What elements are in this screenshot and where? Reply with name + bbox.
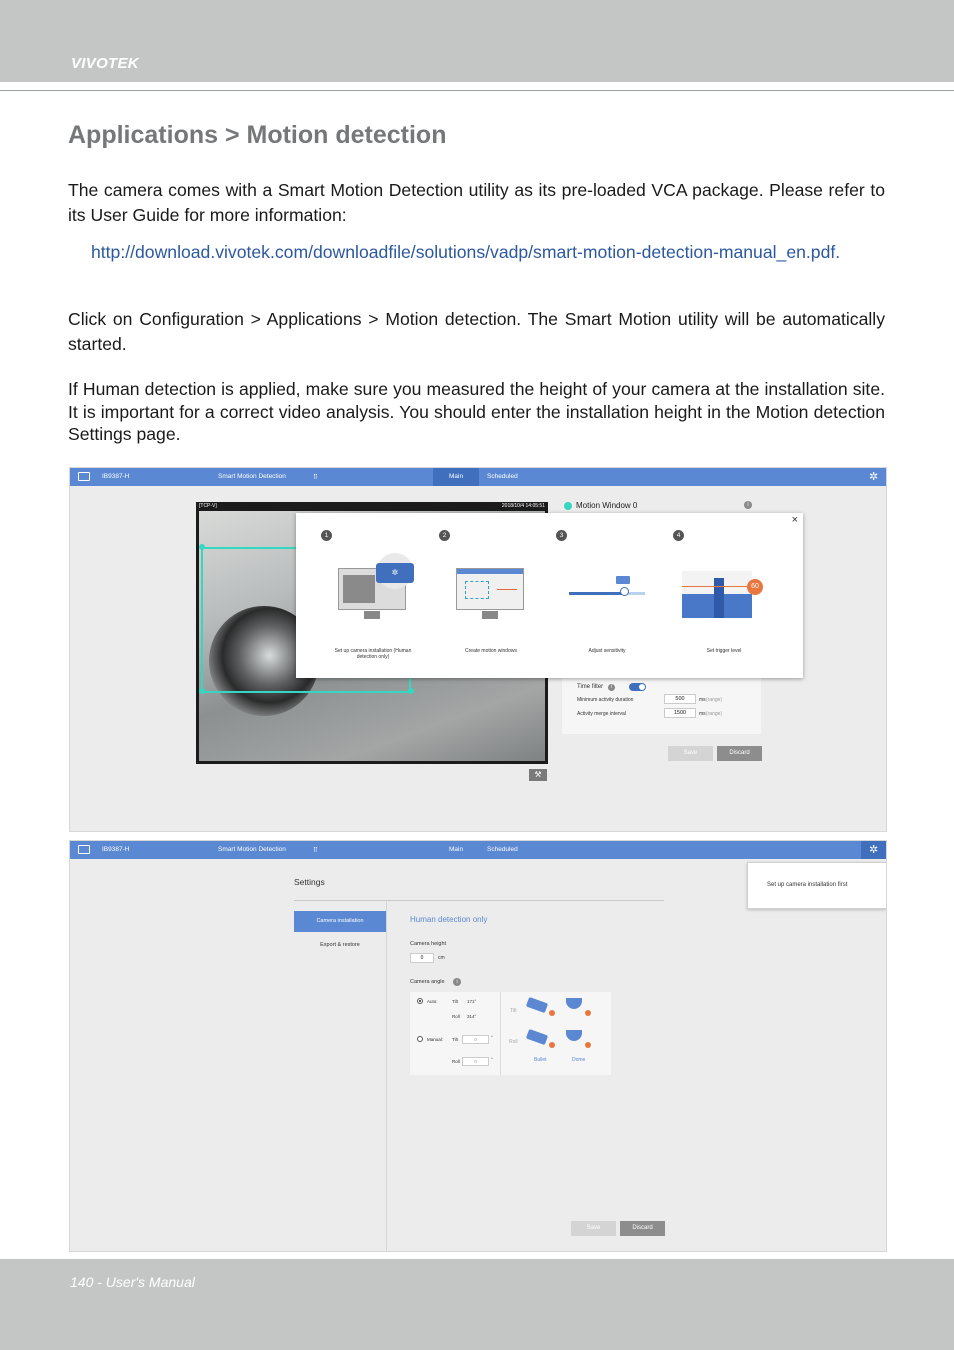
time-filter-toggle[interactable] xyxy=(629,683,646,691)
monitor-stand xyxy=(482,611,498,619)
settings-divider xyxy=(294,900,664,901)
screenshot-camera-installation-settings xyxy=(69,840,887,1252)
angle-panel-divider xyxy=(500,992,501,1075)
section-title: Applications > Motion detection xyxy=(68,121,447,149)
time-filter-panel xyxy=(562,678,761,734)
step-label: Set up camera installation (Human detection only) xyxy=(334,648,412,660)
dome-camera-roll-icon xyxy=(566,1030,582,1041)
toggle-knob xyxy=(639,684,645,690)
save-button[interactable]: Save xyxy=(668,746,713,761)
min-duration-input[interactable]: 500 xyxy=(664,694,696,704)
gear-icon: ✲ xyxy=(376,563,414,583)
nav-camera-installation[interactable]: Camera installation xyxy=(294,911,386,932)
camera-model: IB9387-H xyxy=(102,473,130,480)
drawn-window xyxy=(465,581,489,599)
manual-roll-input[interactable]: 0 xyxy=(462,1057,489,1066)
auto-label: Auto: xyxy=(427,999,438,1004)
activity-peak xyxy=(714,578,724,618)
header-divider xyxy=(0,90,954,91)
bullet-camera-roll-icon xyxy=(526,1029,548,1045)
settings-title: Settings xyxy=(294,877,325,887)
gear-icon[interactable]: ✲ xyxy=(869,844,879,856)
trigger-line xyxy=(682,586,752,587)
region-handle[interactable] xyxy=(408,688,414,694)
step-badge: 2 xyxy=(439,530,450,541)
range-hint: (range) xyxy=(706,697,723,703)
camera-logo-icon xyxy=(78,472,90,481)
info-icon[interactable]: i xyxy=(453,978,461,986)
step-label: Adjust sensitivity xyxy=(588,648,626,654)
status-dot xyxy=(564,502,572,510)
page-header-band xyxy=(0,0,954,82)
step-badge: 3 xyxy=(556,530,567,541)
instruction-paragraph: Click on Configuration > Applications > Motion detection. The Smart Motion utility will be automatically started. xyxy=(68,309,885,354)
auto-roll-value: 314° xyxy=(467,1014,477,1019)
apps-grid-icon[interactable]: ⠿ xyxy=(313,474,318,481)
sensitivity-slider-track xyxy=(569,592,645,595)
monitor-stand xyxy=(364,611,380,619)
tilt-label: Tilt xyxy=(452,1037,458,1042)
tab-main[interactable]: Main xyxy=(449,846,464,853)
height-unit: cm xyxy=(438,955,445,961)
slider-value-bubble xyxy=(616,576,630,584)
mode-title: Human detection only xyxy=(410,915,488,924)
time-filter-label: Time filter xyxy=(577,684,604,690)
camera-angle-label: Camera angle xyxy=(410,979,445,985)
dome-label: Dome xyxy=(572,1057,586,1063)
human-detection-paragraph: If Human detection is applied, make sure you measured the height of your camera at the installation site. It is important for a correct video analysis. You should enter the installation height in the Motion detection Settings page. xyxy=(68,379,885,444)
tilt-arrow-icon xyxy=(549,1010,555,1016)
screenshot-motion-setup-wizard xyxy=(69,467,887,832)
ms-unit: ms xyxy=(699,697,706,703)
merge-interval-input[interactable]: 1500 xyxy=(664,708,696,718)
user-guide-link[interactable]: http://download.vivotek.com/downloadfile/solutions/vadp/smart-motion-detection-manual_en.pdf. xyxy=(91,242,841,262)
roll-arrow-icon xyxy=(585,1042,591,1048)
dome-camera-tilt-icon xyxy=(566,998,582,1009)
discard-button[interactable]: Discard xyxy=(717,746,762,761)
manual-tilt-input[interactable]: 0 xyxy=(462,1035,489,1044)
roll-label: Roll xyxy=(452,1014,460,1019)
camera-angle-panel xyxy=(410,992,611,1075)
nav-export-restore[interactable]: Export & restore xyxy=(320,942,360,948)
merge-interval-label: Activity merge interval xyxy=(577,711,626,717)
step-badge: 4 xyxy=(673,530,684,541)
roll-label: Roll xyxy=(452,1059,460,1064)
setup-wizard-dialog xyxy=(296,513,803,678)
camera-height-input[interactable]: 0 xyxy=(410,953,434,963)
tab-scheduled[interactable]: Scheduled xyxy=(487,473,518,480)
sensitivity-slider-fill xyxy=(569,592,624,595)
range-hint: (range) xyxy=(706,711,723,717)
app-name: Smart Motion Detection xyxy=(218,473,286,480)
settings-column-divider xyxy=(386,901,387,1252)
camera-logo-icon xyxy=(78,845,90,854)
camera-height-label: Camera height xyxy=(410,941,447,947)
bullet-camera-tilt-icon xyxy=(526,997,548,1013)
degree-symbol: ° xyxy=(491,1057,493,1062)
save-button[interactable]: Save xyxy=(571,1221,616,1236)
drawn-line xyxy=(497,589,517,590)
trigger-chart-illustration xyxy=(682,571,752,618)
monitor-illustration xyxy=(456,568,524,610)
gear-icon[interactable]: ✲ xyxy=(869,471,879,483)
intro-paragraph: The camera comes with a Smart Motion Detection utility as its pre-loaded VCA package. Please refer to its User Guide for more information: xyxy=(68,180,885,225)
video-timestamp: 2018/10/4 14:05:51 xyxy=(501,503,545,509)
step-label: Create motion windows xyxy=(465,648,517,654)
camera-model: IB9387-H xyxy=(102,846,130,853)
slider-knob xyxy=(620,587,629,596)
region-handle[interactable] xyxy=(199,544,205,550)
info-icon[interactable]: i xyxy=(608,684,615,691)
app-top-bar xyxy=(70,841,886,859)
close-icon[interactable]: × xyxy=(791,514,798,526)
step-badge: 1 xyxy=(321,530,332,541)
degree-symbol: ° xyxy=(491,1035,493,1040)
bullet-label: Bullet xyxy=(534,1057,547,1063)
apps-grid-icon[interactable]: ⠿ xyxy=(313,847,318,854)
region-handle[interactable] xyxy=(199,688,205,694)
min-duration-label: Minimum activity duration xyxy=(577,697,634,703)
page-footer-band xyxy=(0,1259,954,1350)
video-protocol: [TCP-V] xyxy=(199,503,217,509)
manual-radio[interactable] xyxy=(417,1036,423,1042)
app-name: Smart Motion Detection xyxy=(218,846,286,853)
trigger-level-badge: 60 xyxy=(747,579,763,595)
tilt-diagram-label: Tilt xyxy=(510,1008,517,1014)
motion-window-title: Motion Window 0 xyxy=(576,501,638,510)
tooltip-popup xyxy=(747,862,887,909)
wrench-icon[interactable]: ⚒ xyxy=(529,769,547,781)
info-icon[interactable]: i xyxy=(744,501,752,509)
monitor-titlebar xyxy=(457,569,523,574)
tab-scheduled[interactable]: Scheduled xyxy=(487,846,518,853)
tab-main-label: Main xyxy=(449,473,464,480)
radio-dot xyxy=(419,1000,421,1002)
brand-logo-text: VIVOTEK xyxy=(71,55,139,72)
step-label: Set trigger level xyxy=(706,648,742,654)
tilt-label: Tilt xyxy=(452,999,458,1004)
app-top-bar xyxy=(70,468,886,486)
discard-button[interactable]: Discard xyxy=(620,1221,665,1236)
monitor-screen xyxy=(343,575,375,603)
tilt-arrow-icon xyxy=(585,1010,591,1016)
page-number: 140 - User's Manual xyxy=(70,1274,195,1290)
auto-radio[interactable] xyxy=(417,998,423,1004)
ms-unit: ms xyxy=(699,711,706,717)
manual-label: Manual: xyxy=(427,1037,444,1042)
tooltip-text: Set up camera installation first xyxy=(767,882,848,888)
roll-diagram-label: Roll xyxy=(509,1039,518,1045)
roll-arrow-icon xyxy=(549,1042,555,1048)
auto-tilt-value: 171° xyxy=(467,999,477,1004)
